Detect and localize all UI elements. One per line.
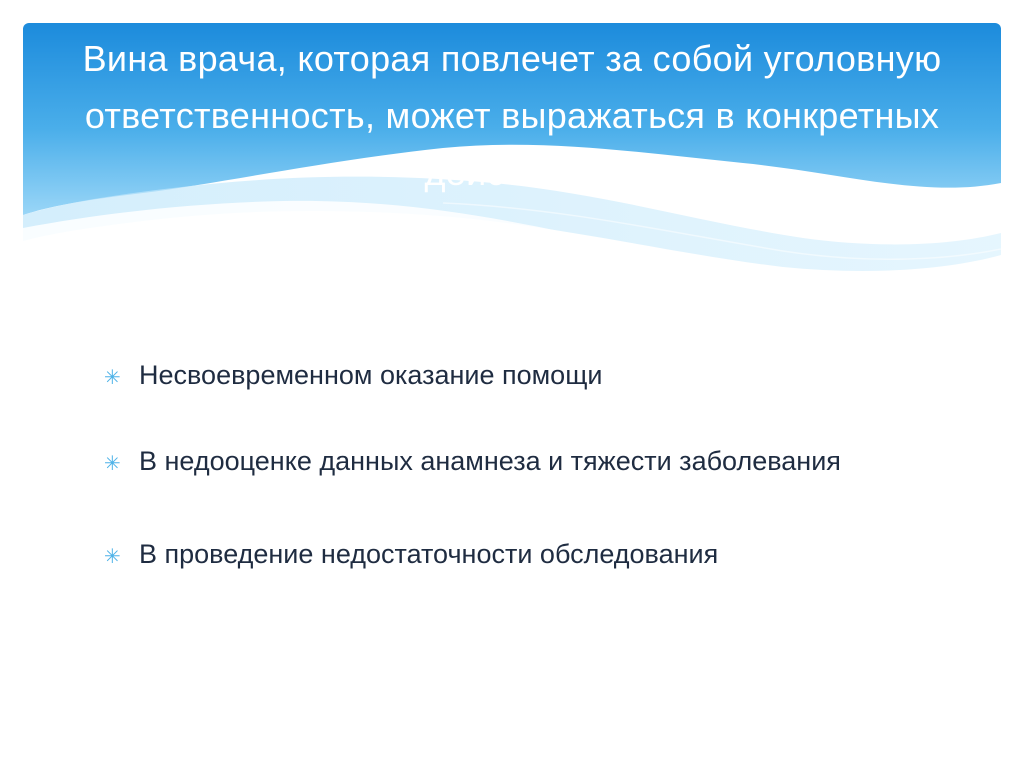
list-item-text: В проведение недостаточности обследования [139,539,719,569]
list-item [104,354,924,397]
bullet-list [104,354,924,576]
list-item-text: Несвоевременном оказание помощи [139,360,603,390]
asterisk-bullet-icon: ✳ [104,365,121,389]
list-item [104,440,924,483]
list-item-text: В недооценке данных анамнеза и тяжести заболевания [139,446,841,476]
asterisk-bullet-icon: ✳ [104,544,121,568]
slide-title: Вина врача, которая повлечет за собой уголовную ответственность, может выражаться в конкретных действиях [82,38,942,193]
list-item [104,533,924,576]
asterisk-bullet-icon: ✳ [104,451,121,475]
